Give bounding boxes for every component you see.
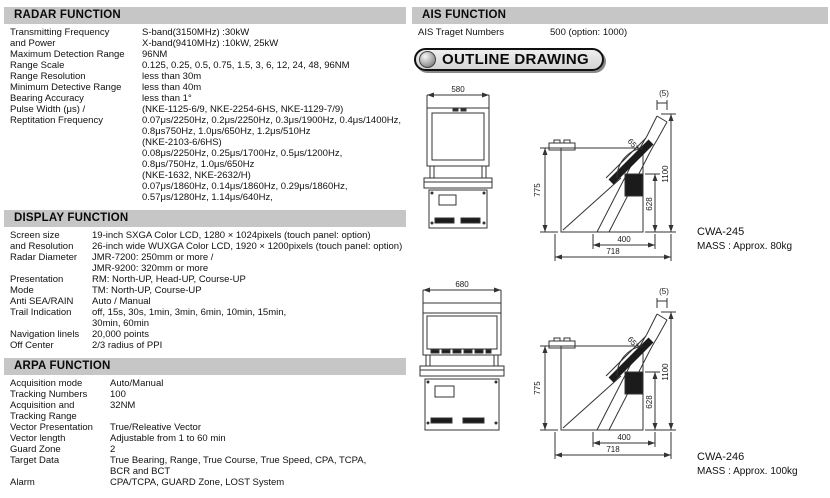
ais-spec-table: [412, 24, 828, 38]
spec-label: Tracking Numbers: [10, 389, 88, 400]
spec-row: [10, 455, 406, 477]
spec-label: Range Scale: [10, 60, 65, 71]
dim-height-arm: 628: [645, 197, 654, 211]
unit-model-label: CWA-245: [697, 226, 745, 238]
spec-value: JMR-7200: 250mm or more / JMR-9200: 320mm or more: [92, 252, 214, 274]
spec-value: 19-inch SXGA Color LCD, 1280 × 1024pixels (touch panel: option) 26-inch wide WUXGA Color LCD, 1920 × 1200pixels (touch panel: option): [92, 230, 403, 252]
spec-value: 0.125, 0.25, 0.5, 0.75, 1.5, 3, 6, 12, 24, 48, 96NM: [142, 60, 350, 71]
spec-row: [10, 296, 406, 307]
spec-row: [10, 60, 406, 71]
spec-label: Vector length: [10, 433, 66, 444]
spec-value: RM: North-UP, Head-UP, Course-UP TM: North-UP, Course-UP: [92, 274, 246, 296]
spec-row: [10, 422, 406, 433]
spec-row: [10, 444, 406, 455]
section-radar: [4, 7, 406, 203]
spec-label: Radar Diameter: [10, 252, 78, 263]
spec-label: Off Center: [10, 340, 54, 351]
spec-label: Range Resolution: [10, 71, 86, 82]
spec-label: AIS Traget Numbers: [418, 27, 505, 38]
spec-row: [10, 27, 406, 49]
spec-row: [10, 49, 406, 60]
spec-value: 100: [110, 389, 126, 400]
spec-right-column: [412, 7, 828, 477]
section-ais: [412, 7, 828, 38]
arpa-section-header: ARPA FUNCTION: [4, 358, 406, 375]
spec-label: Bearing Accuracy: [10, 93, 84, 104]
display-section-header: DISPLAY FUNCTION: [4, 210, 406, 227]
dim-front-width: 580: [451, 85, 465, 94]
spec-label: Maximum Detection Range: [10, 49, 125, 60]
spec-left-column: [4, 7, 406, 488]
spec-value: 20,000 points: [92, 329, 150, 340]
dim-tilt-angle: 65°: [625, 334, 641, 350]
section-display: [4, 210, 406, 351]
ais-section-header: AIS FUNCTION: [412, 7, 828, 24]
dim-height-total: 1100: [661, 363, 670, 381]
spec-label: Acquisition mode: [10, 378, 83, 389]
spec-label: Screen size and Resolution: [10, 230, 74, 252]
spec-label: Acquisition and Tracking Range: [10, 400, 77, 422]
spec-value: Auto / Manual: [92, 296, 151, 307]
front-view: [424, 95, 492, 228]
dim-depth-front: 400: [617, 433, 631, 442]
radar-spec-table: [4, 24, 406, 203]
display-spec-table: [4, 227, 406, 351]
spec-value: less than 1°: [142, 93, 192, 104]
spec-row: [418, 27, 828, 38]
dim-top-clearance: (5): [659, 89, 669, 98]
spec-label: Presentation Mode: [10, 274, 64, 296]
dim-depth-front: 400: [617, 235, 631, 244]
spec-label: Vector Presentation: [10, 422, 93, 433]
spec-value: Auto/Manual: [110, 378, 164, 389]
front-view: [420, 290, 504, 430]
spec-row: [10, 433, 406, 444]
unit-mass-label: MASS : Approx. 80kg: [697, 241, 793, 252]
spec-row: [10, 274, 406, 296]
dim-height-arm: 628: [645, 395, 654, 409]
spec-row: [10, 400, 406, 422]
spec-row: [10, 82, 406, 93]
radar-section-header: RADAR FUNCTION: [4, 7, 406, 24]
spec-value: 96NM: [142, 49, 168, 60]
dim-height-total: 1100: [661, 165, 670, 183]
unit-mass-label: MASS : Approx. 100kg: [697, 466, 798, 477]
dim-top-clearance: (5): [659, 287, 669, 296]
spec-label: Transmitting Frequency and Power: [10, 27, 110, 49]
dim-depth-total: 718: [606, 445, 620, 454]
dim-depth-total: 718: [606, 247, 620, 256]
dim-tilt-angle: 65°: [625, 136, 641, 152]
spec-label: Trail Indication: [10, 307, 72, 318]
spec-row: [10, 389, 406, 400]
unit-model-label: CWA-246: [697, 451, 745, 463]
side-view: [540, 100, 676, 261]
spec-value: (NKE-1125-6/9, NKE-2254-6HS, NKE-1129-7/9) 0.07μs/2250Hz, 0.2μs/2250Hz, 0.3μs/1900Hz, 0.4μs/1400Hz, 0.8μs750Hz, 1.0μs/650Hz, 1.2μs/510Hz (NKE-2103-6/6HS) 0.08μs/2250Hz, 0.25μs/1700Hz, 0.5μs/1200Hz, 0.8μs/750Hz, 1.0μs/650Hz (NKE-1632, NKE-2632/H) 0.07μs/1860Hz, 0.14μs/1860Hz, 0.29μs/1860Hz, 0.57μs/1280Hz, 1.14μs/640Hz,: [142, 104, 402, 203]
spec-value: True/Releative Vector: [110, 422, 201, 433]
outline-drawing-heading: [414, 48, 604, 71]
spec-value: 32NM: [110, 400, 136, 411]
spec-label: Alarm: [10, 477, 35, 488]
dim-height-desk: 775: [533, 183, 542, 197]
spec-value: 500 (option: 1000): [550, 27, 628, 38]
spec-value: True Bearing, Range, True Course, True Speed, CPA, TCPA, BCR and BCT: [110, 455, 367, 477]
spec-row: [10, 93, 406, 104]
spec-label: Pulse Width (μs) / Reptitation Frequency: [10, 104, 103, 126]
spec-value: S-band(3150MHz) :30kW X-band(9410MHz) :10kW, 25kW: [142, 27, 279, 49]
spec-row: [10, 230, 406, 252]
spec-value: CPA/TCPA, GUARD Zone, LOST System: [110, 477, 285, 488]
spec-label: Minimum Detective Range: [10, 82, 122, 93]
outline-drawing-cwa-246: [415, 274, 830, 480]
spec-label: Navigation linels: [10, 329, 80, 340]
spec-value: less than 30m: [142, 71, 202, 82]
outline-drawing-label: OUTLINE DRAWING: [442, 51, 589, 68]
spec-row: [10, 329, 406, 340]
dim-height-desk: 775: [533, 381, 542, 395]
dim-front-width: 680: [455, 280, 469, 289]
spec-row: [10, 252, 406, 274]
spec-row: [10, 340, 406, 351]
spec-label: Guard Zone: [10, 444, 61, 455]
outline-drawing-cwa-245: [415, 82, 830, 274]
spec-row: [10, 477, 406, 488]
spec-value: 2/3 radius of PPI: [92, 340, 163, 351]
spec-label: Anti SEA/RAIN: [10, 296, 74, 307]
spec-value: less than 40m: [142, 82, 202, 93]
spec-row: [10, 71, 406, 82]
spec-row: [10, 378, 406, 389]
spec-row: [10, 104, 406, 203]
spec-row: [10, 307, 406, 329]
spec-value: off, 15s, 30s, 1min, 3min, 6min, 10min, 15min, 30min, 60min: [92, 307, 287, 329]
bullet-ball-icon: [419, 51, 436, 68]
section-arpa: [4, 358, 406, 488]
arpa-spec-table: [4, 375, 406, 488]
spec-value: Adjustable from 1 to 60 min: [110, 433, 226, 444]
spec-value: 2: [110, 444, 116, 455]
side-view: [540, 298, 676, 459]
spec-label: Target Data: [10, 455, 60, 466]
